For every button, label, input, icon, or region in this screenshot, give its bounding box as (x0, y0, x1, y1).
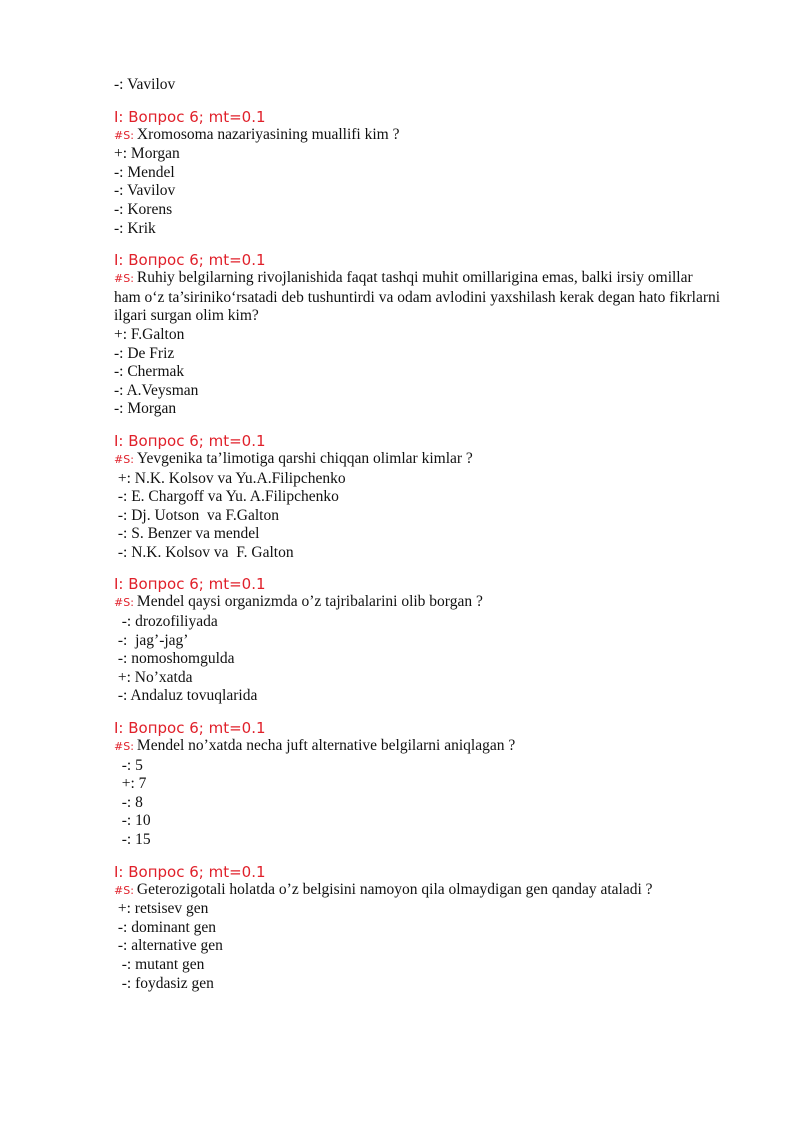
question-header: I: Вопрос 6; mt=0.1 (114, 107, 266, 126)
question-header: I: Вопрос 6; mt=0.1 (114, 431, 266, 450)
answer-option: -: De Friz (114, 344, 175, 362)
question-text: Geterozigotali holatda o’z belgisini namoyon qila olmaydigan gen qanday ataladi ? (136, 880, 653, 898)
answer-option: -: A.Veysman (114, 381, 199, 399)
question-text-line (114, 593, 724, 613)
question-text: Ruhiy belgilarning rivojlanishida faqat tashqi muhit omillarigina emas, balki irsiy omillar ham o‘z ta’siriniko‘rsatadi deb tushuntirdi va odam avlodini yaxshilash kerak degan hato fikrlarni ilgari surgan olim kim? (114, 269, 721, 325)
answer-option: -: Vavilov (114, 76, 176, 93)
answer-option: -: Mendel (114, 163, 175, 181)
question-text-line (114, 737, 724, 757)
answer-option: -: 10 (114, 812, 151, 830)
answer-option: -: foydasiz gen (114, 974, 214, 992)
answer-option: -: 8 (114, 793, 143, 811)
question-text: Mendel qaysi organizmda o’z tajribalarini olib borgan ? (136, 593, 483, 611)
answer-option: -: alternative gen (114, 937, 223, 955)
answer-option: +: 7 (114, 775, 147, 793)
question-text-line (114, 450, 724, 470)
question-header: I: Вопрос 6; mt=0.1 (114, 862, 266, 881)
answer-option: -: dominant gen (114, 918, 217, 936)
answer-option: -: Korens (114, 200, 173, 218)
answer-option: -: Andaluz tovuqlarida (114, 687, 258, 705)
answer-option: +: Morgan (114, 145, 180, 163)
answer-option: +: No’xatda (114, 668, 193, 686)
answer-option: -: 15 (114, 831, 151, 848)
answer-option: -: Vavilov (114, 182, 176, 200)
document-page (114, 76, 724, 993)
question-tag: #S: (114, 452, 134, 466)
answer-option: -: mutant gen (114, 955, 205, 973)
question-tag: #S: (114, 596, 134, 610)
question-text-line (114, 126, 724, 146)
answer-option: +: F.Galton (114, 325, 185, 343)
answer-option: -: drozofiliyada (114, 613, 218, 631)
question-header: I: Вопрос 6; mt=0.1 (114, 575, 266, 594)
answer-option: -: N.K. Kolsov va F. Galton (114, 543, 294, 561)
question-tag: #S: (114, 128, 134, 142)
question-tag: #S: (114, 272, 134, 286)
question-text-line (114, 269, 722, 326)
answer-option: -: E. Chargoff va Yu. A.Filipchenko (114, 488, 339, 506)
answer-option: -: S. Benzer va mendel (114, 525, 260, 543)
question-header: I: Вопрос 6; mt=0.1 (114, 251, 266, 270)
question-text: Xromosoma nazariyasining muallifi kim ? (136, 125, 400, 143)
answer-option: -: Chermak (114, 363, 185, 381)
answer-option: -: nomoshomgulda (114, 650, 235, 668)
answer-option: +: N.K. Kolsov va Yu.A.Filipchenko (114, 469, 346, 487)
answer-option: -: Morgan (114, 400, 177, 418)
answer-option: -: jag’-jag’ (114, 631, 189, 649)
question-text: Yevgenika ta’limotiga qarshi chiqqan olimlar kimlar ? (136, 449, 473, 467)
answer-option: +: retsisev gen (114, 900, 209, 918)
question-header: I: Вопрос 6; mt=0.1 (114, 719, 266, 738)
answer-option: -: 5 (114, 756, 143, 774)
question-text: Mendel no’xatda necha juft alternative belgilarni aniqlagan ? (136, 737, 516, 755)
question-tag: #S: (114, 740, 134, 754)
answer-option: -: Krik (114, 219, 156, 237)
question-tag: #S: (114, 883, 134, 897)
question-text-line (114, 881, 724, 901)
answer-option: -: Dj. Uotson va F.Galton (114, 506, 279, 524)
